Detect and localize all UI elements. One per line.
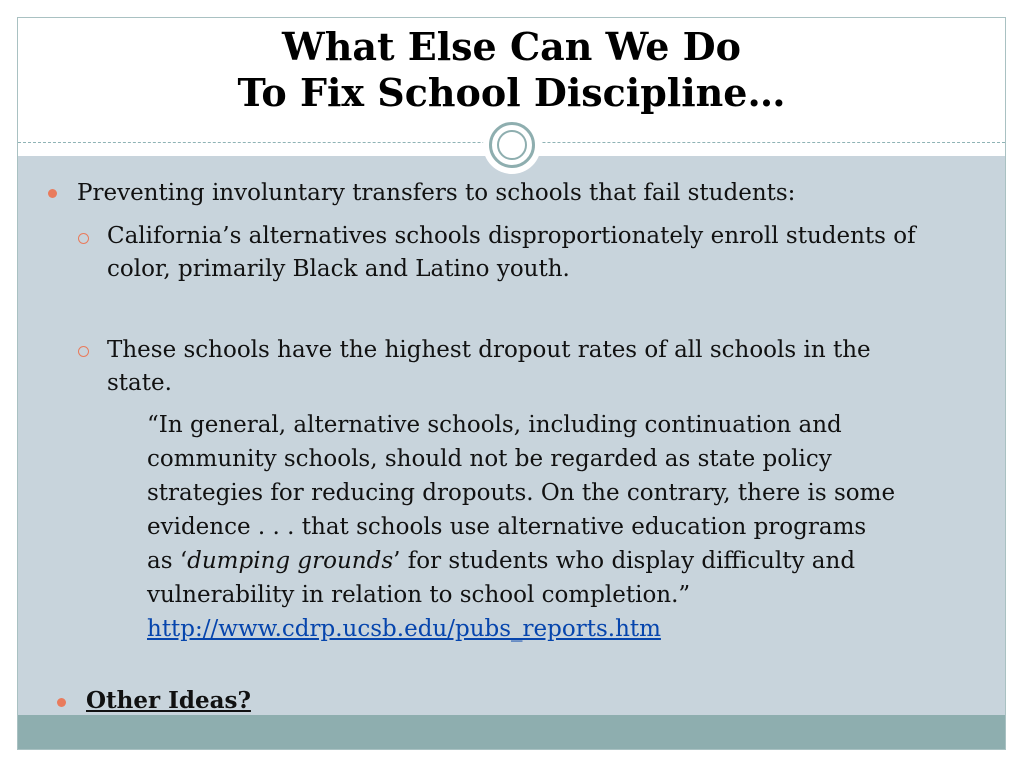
quote-text: strategies for reducing dropouts. On the contrary, there is some	[147, 480, 896, 506]
sub-bullet-text: These schools have the highest dropout rates of all schools in the	[107, 337, 871, 363]
quote-text: vulnerability in relation to school completion.”	[147, 582, 691, 608]
bullet-dot-icon	[57, 698, 66, 707]
quote-text: as ‘	[147, 548, 188, 574]
title-line-1: What Else Can We Do	[282, 24, 741, 69]
sub-bullet-text: color, primarily Black and Latino youth.	[107, 256, 570, 282]
quote-text: evidence . . . that schools use alternative education programs	[147, 514, 867, 540]
bullet-dot-icon	[48, 189, 57, 198]
quote-text: “In general, alternative schools, including continuation and	[147, 412, 842, 438]
sub-bullet-text: state.	[107, 370, 172, 396]
quote-text: ’ for students who display difficulty and	[393, 548, 856, 574]
title-line-2: To Fix School Discipline…	[237, 70, 786, 115]
bullet-ring-icon	[78, 346, 89, 357]
source-link[interactable]: http://www.cdrp.ucsb.edu/pubs_reports.htm	[147, 616, 661, 642]
quote-emphasis: dumping grounds	[187, 548, 394, 574]
bullet-ring-icon	[78, 233, 89, 244]
bullet-text: Preventing involuntary transfers to schools that fail students:	[77, 180, 796, 206]
other-ideas-text: Other Ideas?	[86, 687, 251, 714]
sub-bullet-text: California’s alternatives schools disproportionately enroll students of	[107, 223, 916, 249]
quote-text-line	[147, 545, 855, 577]
quote-text: community schools, should not be regarded as state policy	[147, 446, 832, 472]
